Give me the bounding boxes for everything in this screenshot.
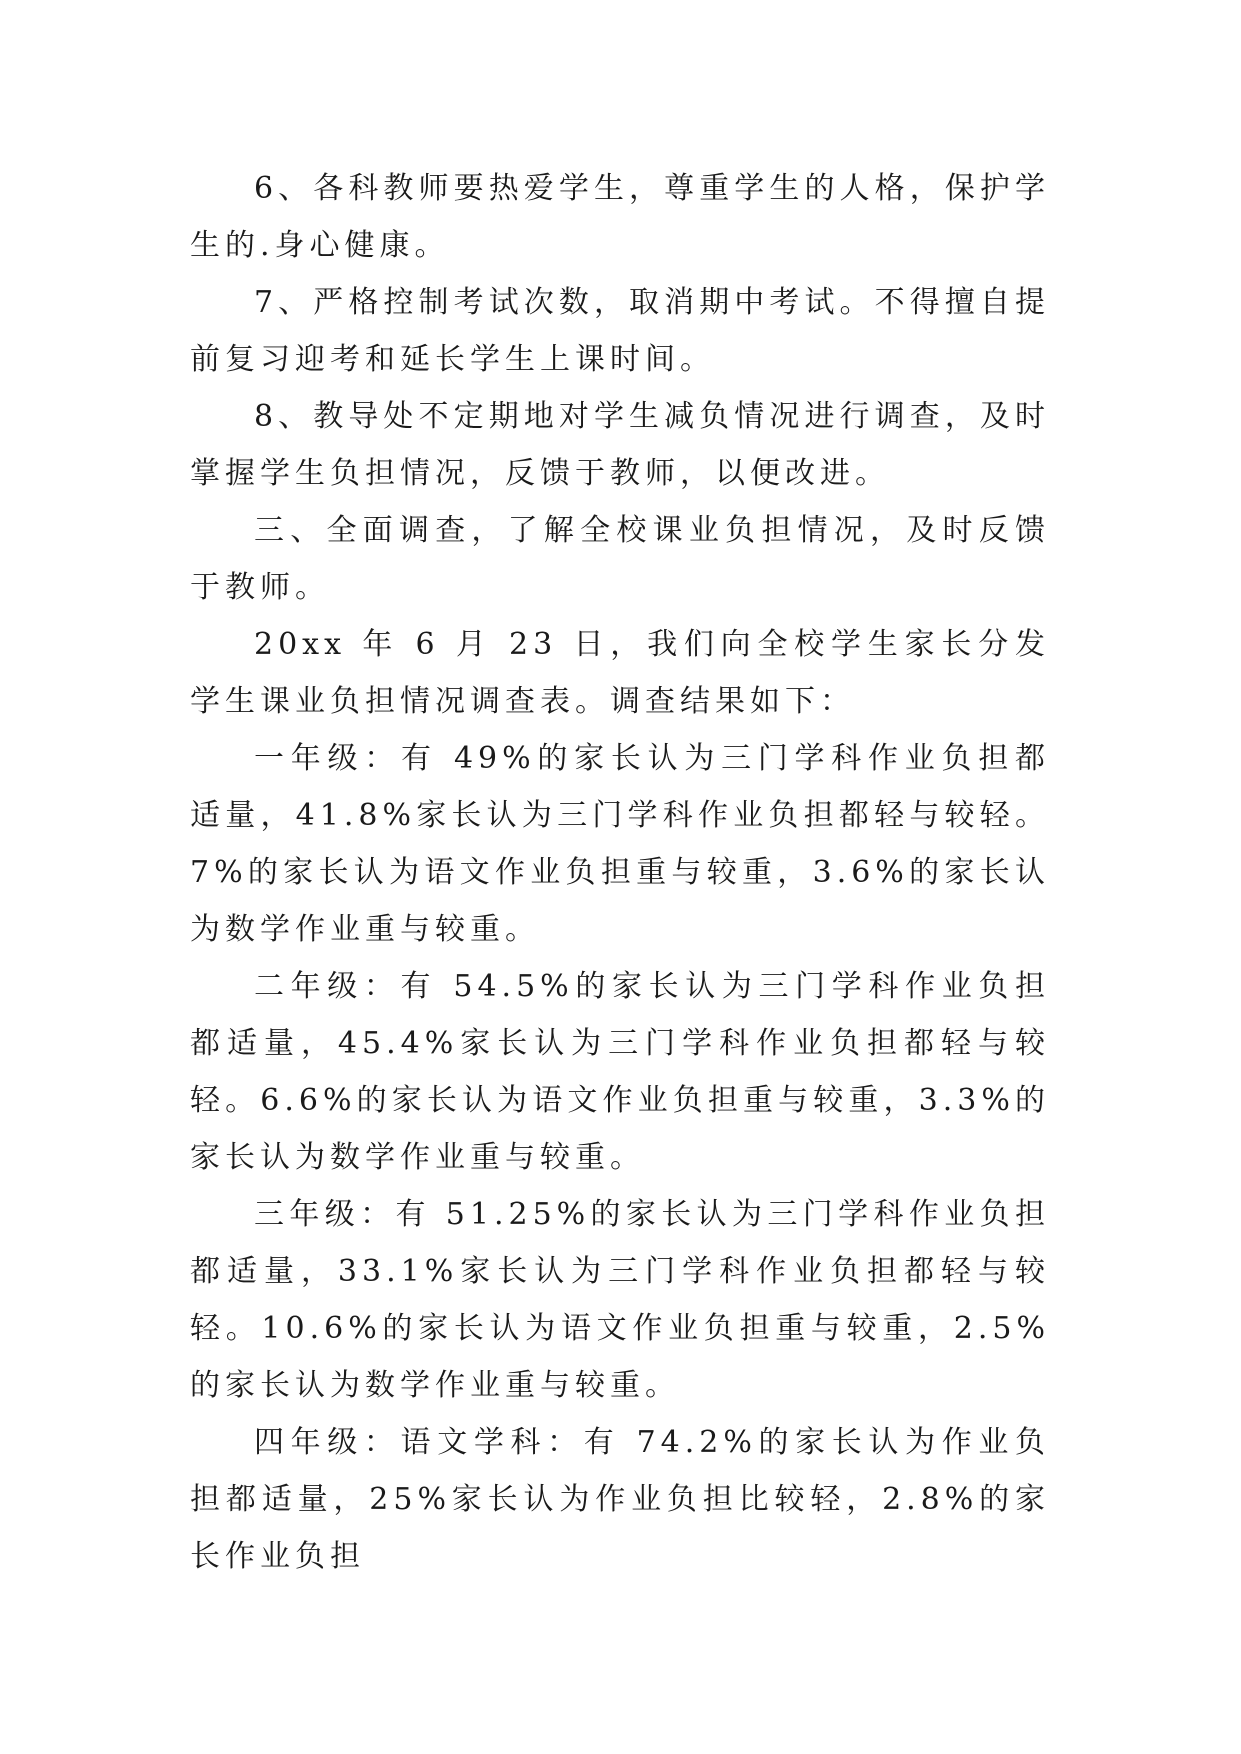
grade-1-results: 一年级：有 49%的家长认为三门学科作业负担都适量，41.8%家长认为三门学科作业负担都轻与较轻。7%的家长认为语文作业负担重与较重，3.6%的家长认为数学作业重与较重。: [190, 741, 1050, 947]
grade-4-results: 四年级：语文学科：有 74.2%的家长认为作业负担都适量，25%家长认为作业负担比较轻，2.8%的家长作业负担: [190, 1425, 1050, 1574]
document-body: [190, 160, 1050, 1585]
grade-3-results: 三年级：有 51.25%的家长认为三门学科作业负担都适量，33.1%家长认为三门学科作业负担都轻与较轻。10.6%的家长认为语文作业负担重与较重，2.5%的家长认为数学作业重与较重。: [190, 1197, 1050, 1403]
section-heading-3: 三、全面调查，了解全校课业负担情况，及时反馈于教师。: [190, 513, 1050, 605]
paragraph-item-7: 7、严格控制考试次数，取消期中考试。不得擅自提前复习迎考和延长学生上课时间。: [190, 285, 1050, 377]
paragraph-item-8: 8、教导处不定期地对学生减负情况进行调查，及时掌握学生负担情况，反馈于教师，以便改进。: [190, 399, 1050, 491]
survey-intro-paragraph: 20xx 年 6 月 23 日，我们向全校学生家长分发学生课业负担情况调查表。调查结果如下：: [190, 627, 1050, 719]
paragraph-item-6: 6、各科教师要热爱学生，尊重学生的人格，保护学生的.身心健康。: [190, 171, 1050, 263]
grade-2-results: 二年级：有 54.5%的家长认为三门学科作业负担都适量，45.4%家长认为三门学科作业负担都轻与较轻。6.6%的家长认为语文作业负担重与较重，3.3%的家长认为数学作业重与较重。: [190, 969, 1050, 1175]
